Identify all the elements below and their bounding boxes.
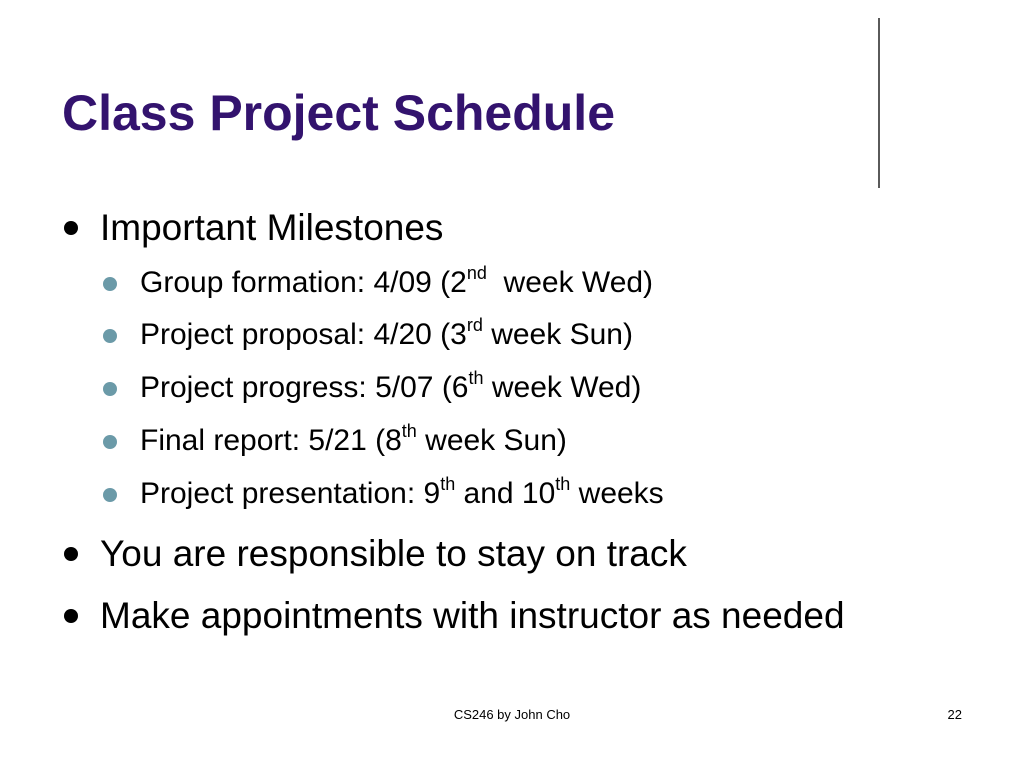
sub-bullet-dot-icon bbox=[103, 435, 117, 449]
footer-credit: CS246 by John Cho bbox=[453, 707, 571, 722]
milestone-text-end: week Wed) bbox=[483, 371, 642, 404]
sub-bullet-dot-icon bbox=[103, 382, 117, 396]
bullet-dot-icon bbox=[64, 609, 78, 623]
presentation-text: Project presentation: 9 bbox=[140, 477, 441, 510]
milestones-heading: Important Milestones bbox=[100, 207, 444, 248]
milestone-item bbox=[140, 367, 642, 404]
milestone-text: Project proposal: 4/20 (3 bbox=[140, 318, 467, 351]
milestone-text-end: week Sun) bbox=[416, 424, 567, 457]
bullet-dot-icon bbox=[64, 547, 78, 561]
milestone-item bbox=[140, 420, 567, 457]
milestone-text-end: week Wed) bbox=[486, 266, 654, 299]
milestone-text: Final report: 5/21 (8 bbox=[140, 424, 402, 457]
ordinal-suffix: rd bbox=[466, 314, 483, 335]
ordinal-suffix: th bbox=[440, 473, 456, 494]
milestone-item bbox=[140, 262, 654, 299]
point-text: You are responsible to stay on track bbox=[100, 533, 687, 574]
bullet-dot-icon bbox=[64, 221, 78, 235]
ordinal-suffix: th bbox=[401, 420, 417, 441]
bullet-important-milestones bbox=[100, 209, 443, 246]
sub-bullet-dot-icon bbox=[103, 277, 117, 291]
milestone-text: Project progress: 5/07 (6 bbox=[140, 371, 469, 404]
presentation-text-end: weeks bbox=[570, 477, 664, 510]
milestone-item bbox=[140, 314, 633, 351]
page-number: 22 bbox=[947, 707, 962, 722]
ordinal-suffix: nd bbox=[466, 262, 487, 283]
bullet-stay-on-track bbox=[100, 535, 687, 572]
bullet-appointments bbox=[100, 597, 845, 634]
sub-bullet-dot-icon bbox=[103, 329, 117, 343]
vertical-divider bbox=[878, 18, 880, 188]
ordinal-suffix: th bbox=[555, 473, 571, 494]
milestone-item-presentation bbox=[140, 473, 664, 510]
ordinal-suffix: th bbox=[468, 367, 484, 388]
milestone-text: Group formation: 4/09 (2 bbox=[140, 266, 467, 299]
sub-bullet-dot-icon bbox=[103, 488, 117, 502]
point-text: Make appointments with instructor as needed bbox=[100, 595, 845, 636]
milestone-text-end: week Sun) bbox=[482, 318, 633, 351]
presentation-text-middle: and 10 bbox=[455, 477, 556, 510]
slide-title: Class Project Schedule bbox=[62, 85, 616, 141]
